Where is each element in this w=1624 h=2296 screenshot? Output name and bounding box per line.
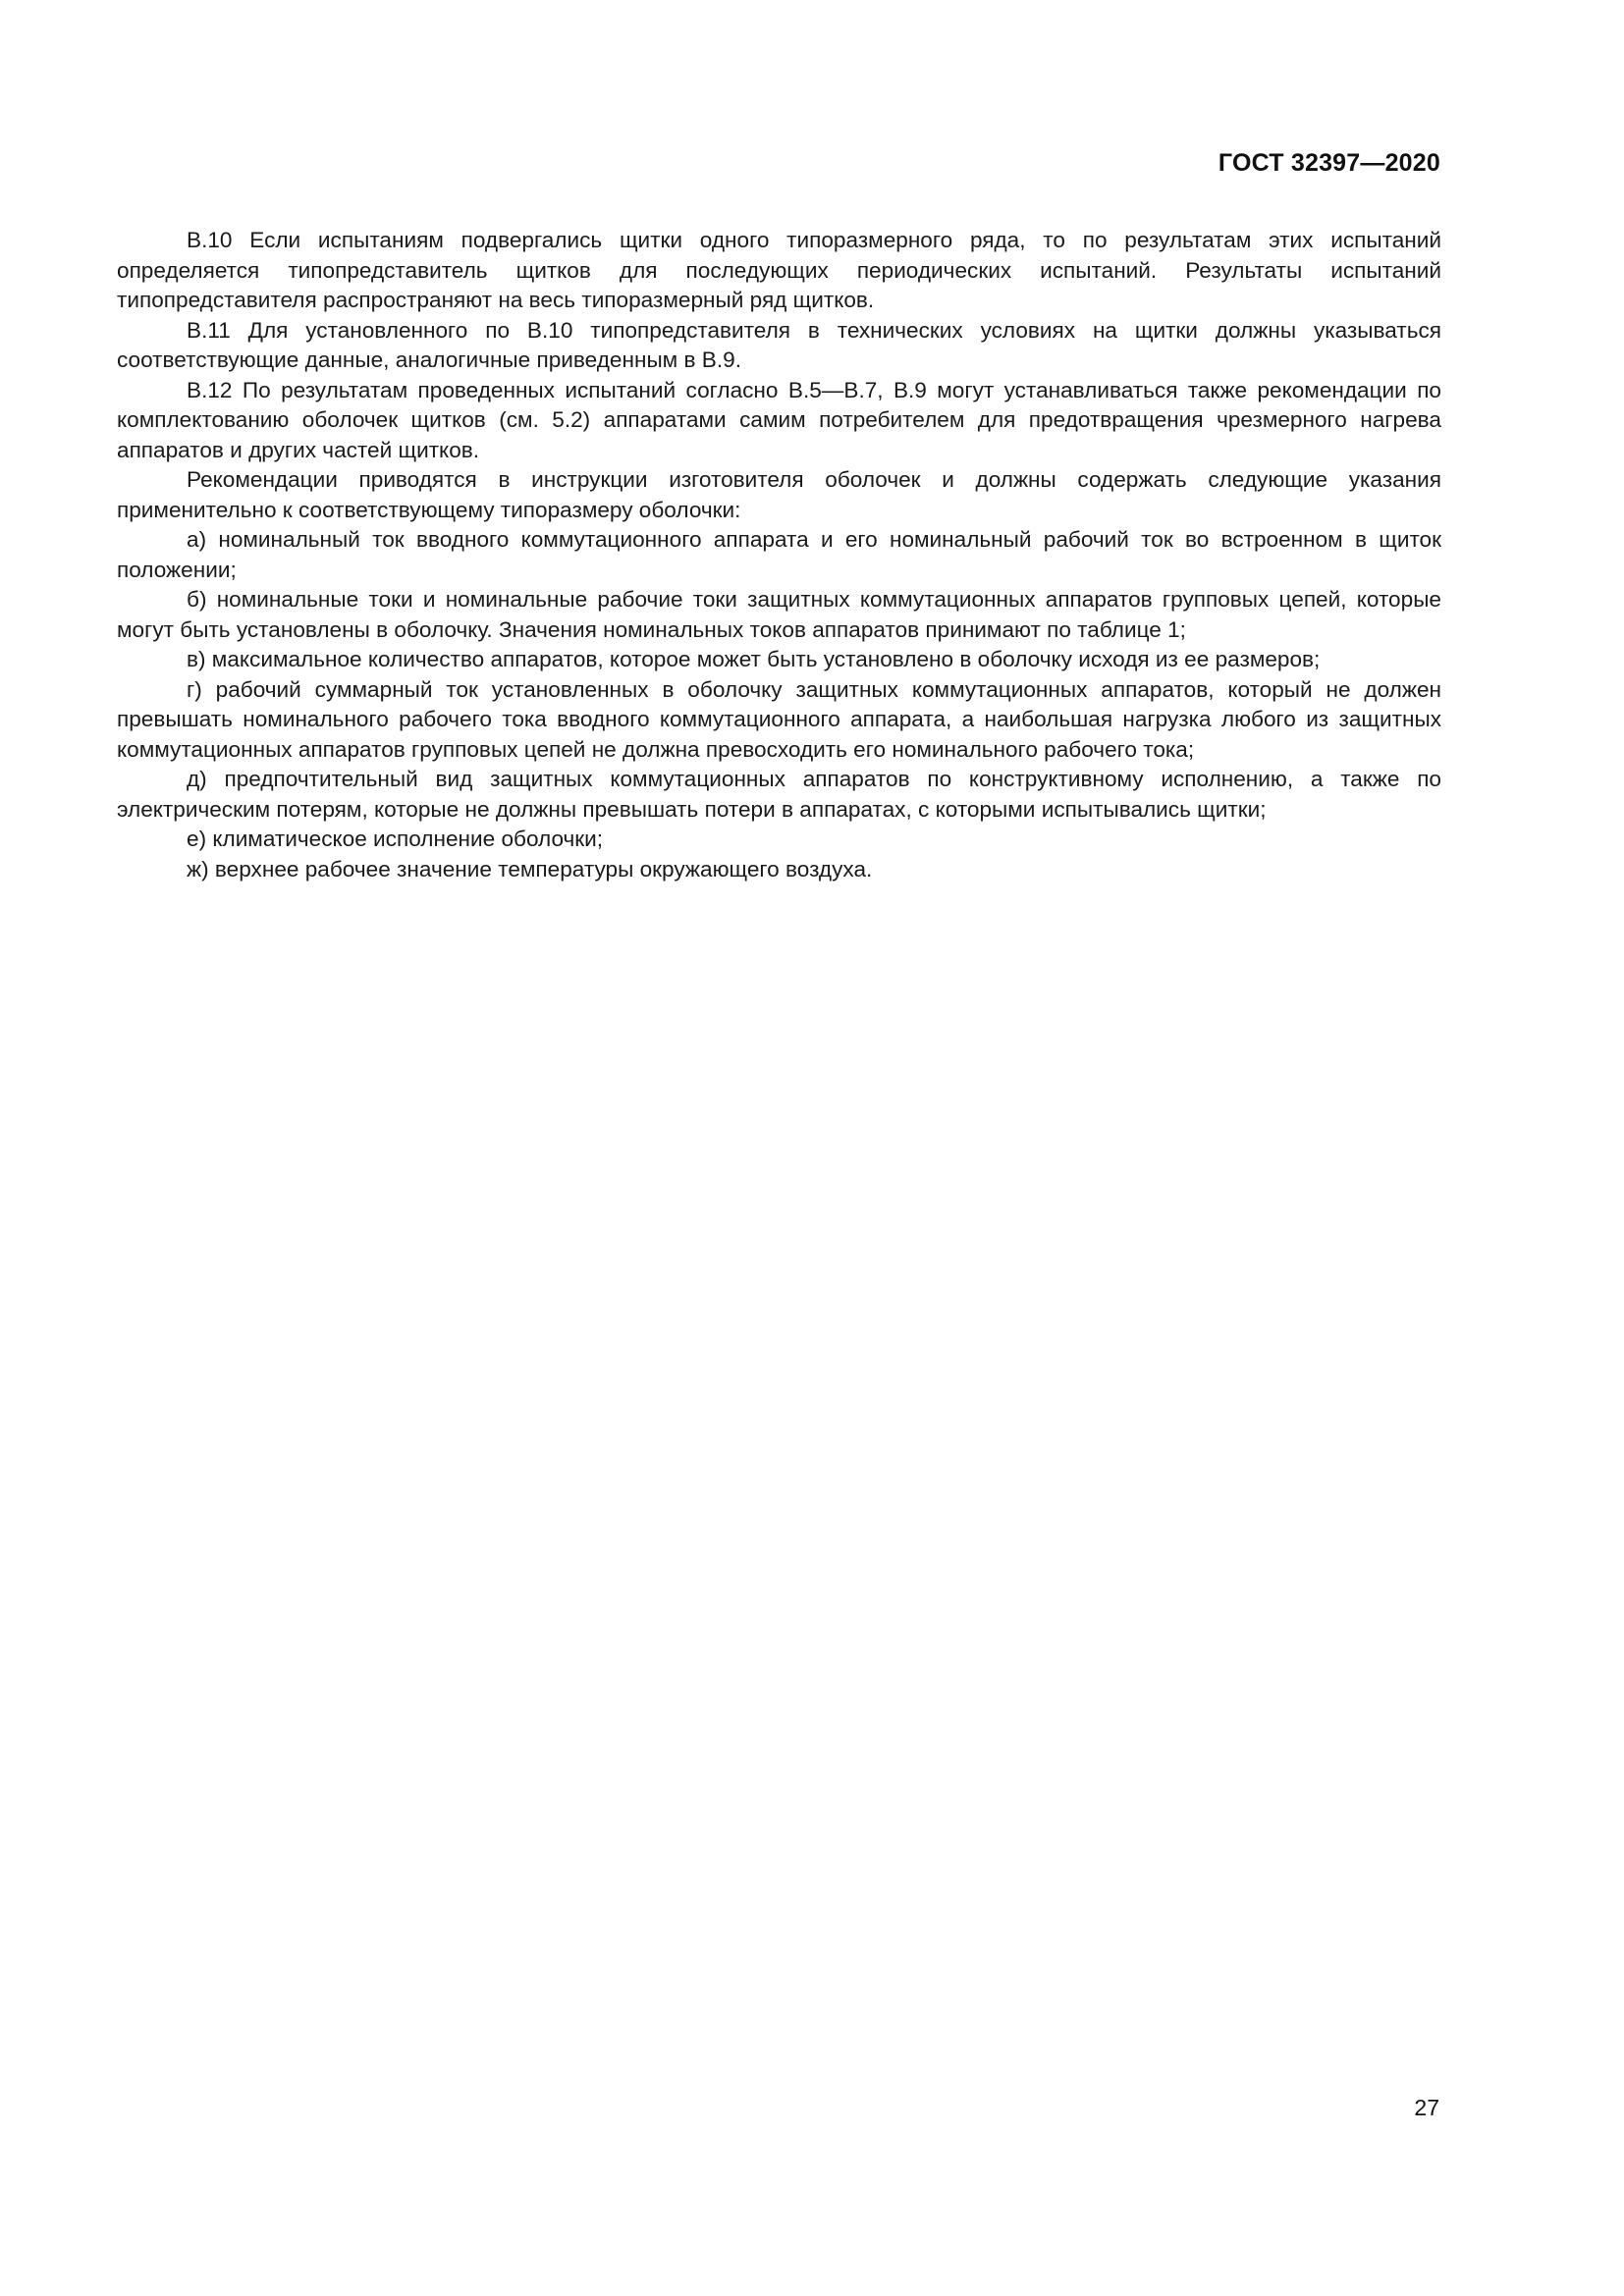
paragraph-recommendations: Рекомендации приводятся в инструкции изготовителя оболочек и должны содержать следующие указания применительно к соответствующему типоразмеру оболочки: [117,467,1441,522]
page-number: 27 [1414,2095,1439,2120]
list-item-a: а) номинальный ток вводного коммутационного аппарата и его номинальный рабочий ток во встроенном в щиток положении; [117,527,1441,582]
list-item-d: д) предпочтительный вид защитных коммутационных аппаратов по конструктивному исполнению, а также по электрическим потерям, которые не должны превышать потери в аппаратах, с которыми испытывались щитки; [117,767,1441,822]
paragraph-b12: В.12 По результатам проведенных испытаний согласно В.5—В.7, В.9 могут устанавливаться также рекомендации по комплектованию оболочек щитков (см. 5.2) аппаратами самим потребителем для предотвращения чрезмерного нагрева аппаратов и других частей щитков. [117,377,1441,462]
list-item-b: б) номинальные токи и номинальные рабочие токи защитных коммутационных аппаратов групповых цепей, которые могут быть установлены в оболочку. Значения номинальных токов аппаратов принимают по таблице 1; [117,587,1441,642]
running-header: ГОСТ 32397—2020 [1218,149,1440,177]
paragraph-b10: В.10 Если испытаниям подвергались щитки одного типоразмерного ряда, то по результатам этих испытаний определяется типопредставитель щитков для последующих периодических испытаний. Результаты испытаний типопредставителя распространяют на весь типоразмерный ряд щитков. [117,228,1441,312]
list-item-e: е) климатическое исполнение оболочки; [187,827,604,851]
list-item-zh: ж) верхнее рабочее значение температуры окружающего воздуха. [187,856,873,881]
list-item-g: г) рабочий суммарный ток установленных в оболочку защитных коммутационных аппаратов, который не должен превышать номинального рабочего тока вводного коммутационного аппарата, а наибольшая нагрузка любого из защитных коммутационных аппаратов групповых цепей не должна превосходить его номинального рабочего тока; [117,676,1441,762]
list-item-v: в) максимальное количество аппаратов, которое может быть установлено в оболочку исходя из ее размеров; [187,647,1321,671]
paragraph-b11: В.11 Для установленного по В.10 типопредставителя в технических условиях на щитки должны указываться соответствующие данные, аналогичные приведенным в В.9. [117,317,1441,372]
body-text [117,226,1441,884]
